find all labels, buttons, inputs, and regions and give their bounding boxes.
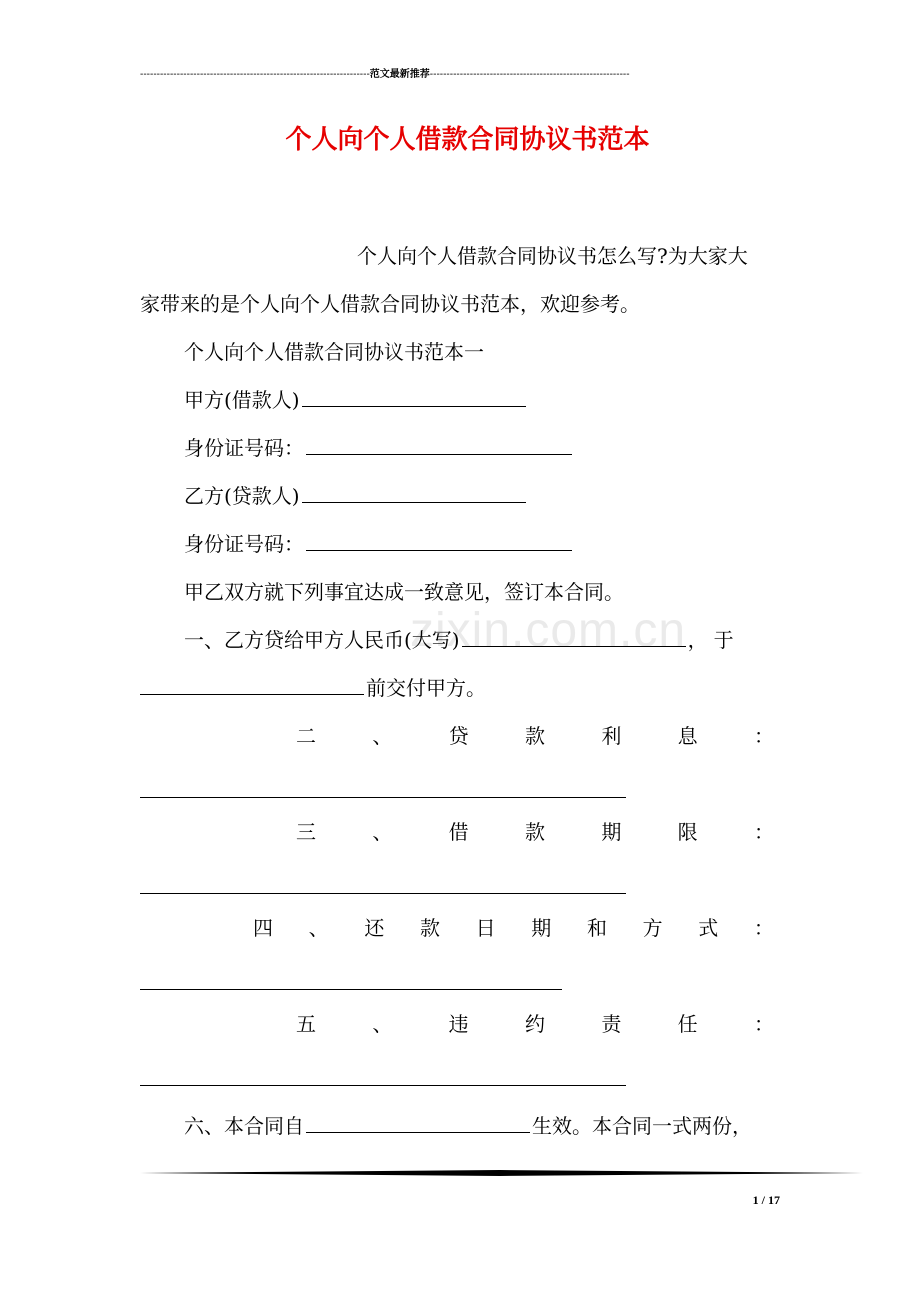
clause-6-row	[184, 1112, 752, 1140]
party-b-row	[184, 482, 528, 510]
clause-4-char: 式	[698, 916, 719, 940]
clause-2-heading	[296, 722, 774, 750]
clause-5-char: 约	[524, 1012, 545, 1036]
clause-2-char: 款	[524, 724, 545, 748]
footer-rule	[140, 1170, 863, 1176]
clause-4-char: 方	[642, 916, 663, 940]
clause-4-blank	[140, 989, 562, 990]
clause-1-row	[184, 626, 740, 654]
clause-2-char: 利	[601, 724, 622, 748]
agreement-line: 甲乙双方就下列事宜达成一致意见，签订本合同。	[184, 580, 624, 604]
clause-1-amount-blank	[462, 626, 686, 647]
party-a-id-blank	[306, 434, 572, 455]
clause-1-date-blank	[140, 674, 364, 695]
clause-5-char: 违	[448, 1012, 469, 1036]
clause-5-char: 任	[677, 1012, 698, 1036]
clause-3-char: 借	[448, 820, 469, 844]
party-a-row	[184, 386, 528, 414]
clause-3-char: 、	[372, 820, 393, 844]
clause-4-char: 、	[308, 916, 329, 940]
clause-1-text: 一、乙方贷给甲方人民币(大写)	[184, 628, 460, 652]
party-b-id-label: 身份证号码：	[184, 532, 304, 556]
party-b-id-row	[184, 530, 574, 558]
party-a-blank	[302, 386, 526, 407]
clause-3-heading	[296, 818, 774, 846]
header-label: 范文最新推荐	[369, 69, 430, 80]
clause-4-char: 期	[531, 916, 552, 940]
party-b-id-blank	[306, 530, 572, 551]
clause-5-char: ：	[753, 1012, 774, 1036]
party-a-id-row	[184, 434, 574, 462]
clause-4-char: ：	[753, 916, 774, 940]
party-b-label: 乙方(贷款人)	[184, 484, 300, 508]
clause-5-char: 五	[296, 1012, 316, 1036]
party-a-label: 甲方(借款人)	[184, 388, 300, 412]
clause-2-char: ：	[753, 724, 774, 748]
clause-1-row-2	[140, 674, 486, 702]
clause-3-char: 期	[601, 820, 622, 844]
clause-3-char: 款	[524, 820, 545, 844]
clause-4-heading	[253, 914, 774, 942]
clause-4-char: 日	[475, 916, 496, 940]
page-number: 1 / 17	[752, 1193, 780, 1207]
clause-4-char: 款	[419, 916, 440, 940]
clause-6-before: 六、本合同自	[184, 1114, 304, 1138]
clause-2-char: 、	[372, 724, 393, 748]
party-a-id-label: 身份证号码：	[184, 436, 304, 460]
clause-5-char: 、	[372, 1012, 393, 1036]
header-dashes-right: ------------------------------------------------------------	[429, 69, 630, 80]
clause-3-char: 限	[677, 820, 698, 844]
document-title: 个人向个人借款合同协议书范本	[285, 125, 650, 155]
clause-5-blank	[140, 1085, 626, 1086]
clause-4-char: 四	[253, 916, 273, 940]
clause-1-after: 前交付甲方。	[366, 676, 486, 700]
clause-6-date-blank	[306, 1112, 530, 1133]
section-title: 个人向个人借款合同协议书范本一	[184, 340, 484, 364]
clause-3-char: 三	[296, 820, 316, 844]
clause-4-char: 还	[364, 916, 385, 940]
clause-3-char: ：	[753, 820, 774, 844]
clause-3-blank	[140, 893, 626, 894]
clause-6-after: 生效。本合同一式两份，	[532, 1114, 752, 1138]
header-dashes-left: ---------------------------------------------------------------------	[140, 69, 370, 80]
clause-2-char: 二	[296, 724, 316, 748]
clause-4-char: 和	[586, 916, 607, 940]
clause-2-char: 息	[677, 724, 698, 748]
intro-line-2: 家带来的是个人向个人借款合同协议书范本，欢迎参考。	[140, 292, 640, 316]
clause-2-char: 贷	[448, 724, 469, 748]
watermark: zixin.com.cn	[410, 604, 687, 657]
party-b-blank	[302, 482, 526, 503]
clause-5-heading	[296, 1010, 774, 1038]
clause-5-char: 责	[601, 1012, 622, 1036]
page-header	[140, 68, 765, 82]
clause-1-middle: ，于	[687, 628, 740, 652]
clause-2-blank	[140, 797, 626, 798]
intro-line-1: 个人向个人借款合同协议书怎么写?为大家大	[357, 244, 748, 268]
